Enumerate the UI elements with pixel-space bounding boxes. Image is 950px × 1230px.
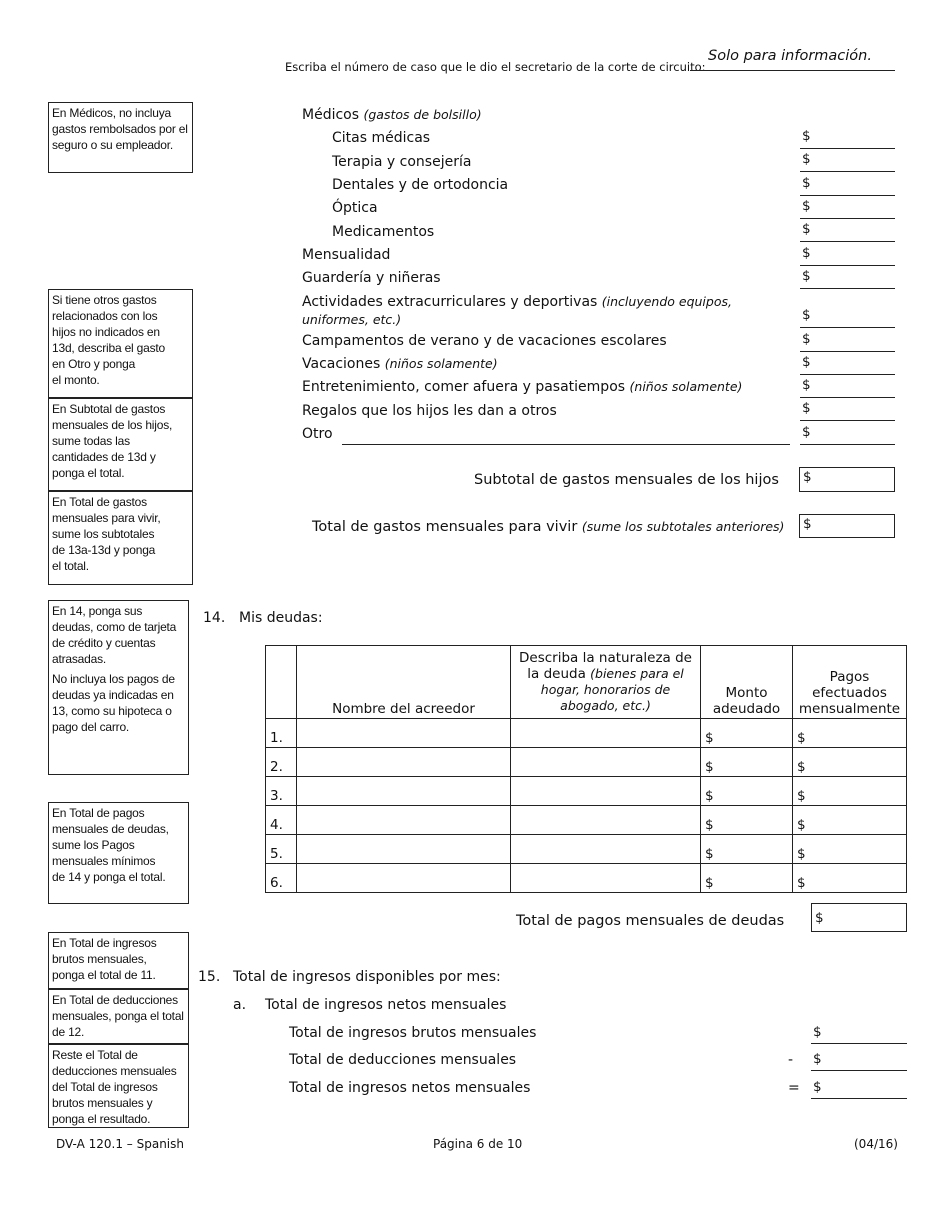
- row-number: 5.: [266, 835, 297, 864]
- payment-cell[interactable]: $: [793, 777, 907, 806]
- amount-field-mensualidad[interactable]: [800, 245, 895, 266]
- currency-sign: $: [813, 1051, 822, 1067]
- payment-cell[interactable]: $: [793, 864, 907, 893]
- expense-label-actividades: [302, 293, 782, 329]
- currency-sign: $: [802, 400, 811, 416]
- income-number: 15.: [198, 969, 221, 985]
- nature-cell[interactable]: [511, 748, 701, 777]
- gross-income-label: Total de ingresos brutos mensuales: [289, 1025, 537, 1041]
- deductions-field[interactable]: [811, 1050, 907, 1071]
- total-living-field[interactable]: [799, 514, 895, 538]
- case-number-value: Solo para información.: [708, 48, 872, 64]
- amount-field-citas[interactable]: [800, 128, 895, 149]
- note-total-living: [48, 491, 193, 585]
- vacaciones-label: Vacaciones: [302, 356, 381, 372]
- footer-page-number: Página 6 de 10: [433, 1137, 523, 1151]
- creditor-cell[interactable]: [297, 777, 511, 806]
- payment-cell[interactable]: $: [793, 748, 907, 777]
- nature-cell[interactable]: [511, 806, 701, 835]
- nature-cell[interactable]: [511, 777, 701, 806]
- subtotal-field[interactable]: [799, 467, 895, 492]
- debts-number: 14.: [203, 610, 226, 626]
- debts-title: Mis deudas:: [239, 610, 323, 626]
- payment-cell[interactable]: $: [793, 719, 907, 748]
- debts-table: [265, 645, 907, 893]
- income-title: Total de ingresos disponibles por mes:: [233, 969, 501, 985]
- note-debts-text-1: En 14, ponga sus deudas, como de tarjeta de crédito y cuentas atrasadas.: [52, 604, 177, 666]
- debts-header-row: [266, 646, 907, 719]
- owed-cell[interactable]: $: [701, 777, 793, 806]
- col-owed: [701, 646, 793, 719]
- income-sub-letter: a.: [233, 997, 247, 1013]
- note-total-living-text: En Total de gastos mensuales para vivir, sume los subtotales de 13a-13d y ponga el total.: [52, 495, 161, 573]
- net-income-label: Total de ingresos netos mensuales: [289, 1080, 531, 1096]
- actividades-note-1: (incluyendo equipos,: [601, 294, 732, 309]
- subtotal-label: Subtotal de gastos mensuales de los hijos: [474, 472, 779, 488]
- amount-field-dentales[interactable]: [800, 175, 895, 196]
- col-creditor: [297, 646, 511, 719]
- currency-sign: $: [802, 377, 811, 393]
- note-subtotal-text: En Subtotal de gastos mensuales de los hijos, sume todas las cantidades de 13d y ponga el total.: [52, 402, 173, 480]
- case-number-prompt: Escriba el número de caso que le dio el secretario de la corte de circuito:: [285, 60, 706, 74]
- table-row: [266, 748, 907, 777]
- table-row: [266, 835, 907, 864]
- note-deductions-text: En Total de deducciones mensuales, ponga el total de 12.: [52, 993, 184, 1039]
- amount-field-guarderia[interactable]: [800, 268, 895, 289]
- note-total-debts: [48, 802, 189, 904]
- creditor-cell[interactable]: [297, 719, 511, 748]
- row-number: 1.: [266, 719, 297, 748]
- note-gross: [48, 932, 189, 989]
- col-payments-label-3: mensualmente: [798, 701, 901, 717]
- currency-sign: $: [802, 424, 811, 440]
- creditor-cell[interactable]: [297, 748, 511, 777]
- note-gross-text: En Total de ingresos brutos mensuales, ponga el total de 11.: [52, 936, 157, 982]
- row-number: 3.: [266, 777, 297, 806]
- currency-sign: $: [813, 1079, 822, 1095]
- currency-sign: $: [802, 175, 811, 191]
- col-payments-label-2: efectuados: [812, 685, 887, 701]
- col-owed-label-1: Monto: [725, 685, 768, 701]
- amount-field-medicamentos[interactable]: [800, 221, 895, 242]
- amount-field-actividades[interactable]: [800, 307, 895, 328]
- entretenimiento-note: (niños solamente): [629, 379, 743, 394]
- table-row: [266, 806, 907, 835]
- note-other-text: Si tiene otros gastos relacionados con los hijos no indicados en 13d, describa el gasto en Otro y ponga el monto.: [52, 293, 166, 387]
- total-living-label: [312, 519, 784, 535]
- note-subtract: [48, 1044, 189, 1128]
- currency-sign: $: [802, 198, 811, 214]
- currency-sign: $: [802, 268, 811, 284]
- currency-sign: $: [803, 469, 812, 485]
- amount-field-regalos[interactable]: [800, 400, 895, 421]
- owed-cell[interactable]: $: [701, 835, 793, 864]
- col-payments-label-1: Pagos: [829, 669, 870, 685]
- table-row: [266, 777, 907, 806]
- note-total-debts-text: En Total de pagos mensuales de deudas, sume los Pagos mensuales mínimos de 14 y ponga el total.: [52, 806, 169, 884]
- currency-sign: $: [802, 151, 811, 167]
- currency-sign: $: [802, 354, 811, 370]
- expense-label-optica: Óptica: [332, 200, 378, 216]
- amount-field-otro[interactable]: [800, 424, 895, 445]
- col-describe-label-1: Describa la naturaleza de: [519, 650, 692, 666]
- expense-label-regalos: Regalos que los hijos les dan a otros: [302, 403, 557, 419]
- deductions-sign: -: [788, 1052, 794, 1068]
- row-number: 6.: [266, 864, 297, 893]
- expense-label-entretenimiento: [302, 379, 742, 395]
- note-deductions: [48, 989, 189, 1044]
- other-description-field[interactable]: [342, 428, 790, 445]
- currency-sign: $: [802, 245, 811, 261]
- deductions-label: Total de deducciones mensuales: [289, 1052, 517, 1068]
- gross-income-field[interactable]: [811, 1023, 907, 1044]
- note-other: [48, 289, 193, 398]
- col-number: [266, 646, 297, 719]
- note-debts-text-2: No incluya los pagos de deudas ya indicadas en 13, como su hipoteca o pago del carro.: [52, 672, 175, 734]
- actividades-note-2: uniformes, etc.): [302, 312, 402, 327]
- col-owed-label-2: adeudado: [712, 701, 781, 717]
- total-debts-field[interactable]: [811, 903, 907, 932]
- creditor-cell[interactable]: [297, 864, 511, 893]
- amount-field-campamentos[interactable]: [800, 331, 895, 352]
- owed-cell[interactable]: $: [701, 864, 793, 893]
- note-subtract-text: Reste el Total de deducciones mensuales del Total de ingresos brutos mensuales y ponga el resultado.: [52, 1048, 177, 1126]
- owed-cell[interactable]: $: [701, 748, 793, 777]
- note-medical-text: En Médicos, no incluya gastos rembolsados por el seguro o su empleador.: [52, 106, 188, 152]
- note-debts: [48, 600, 189, 775]
- amount-field-terapia[interactable]: [800, 151, 895, 172]
- currency-sign: $: [813, 1024, 822, 1040]
- net-income-sign: =: [788, 1080, 800, 1096]
- net-income-field[interactable]: [811, 1078, 907, 1099]
- currency-sign: $: [802, 307, 811, 323]
- col-creditor-label: Nombre del acreedor: [332, 701, 475, 717]
- nature-cell[interactable]: [511, 835, 701, 864]
- medical-note: (gastos de bolsillo): [363, 107, 482, 122]
- total-living-note: (sume los subtotales anteriores): [581, 519, 785, 534]
- table-row: [266, 864, 907, 893]
- payment-cell[interactable]: $: [793, 806, 907, 835]
- expense-label-terapia: Terapia y consejería: [332, 154, 472, 170]
- currency-sign: $: [802, 331, 811, 347]
- total-debts-label: Total de pagos mensuales de deudas: [516, 913, 785, 929]
- footer-form-id: DV-A 120.1 – Spanish: [56, 1137, 184, 1151]
- income-sub-title: Total de ingresos netos mensuales: [265, 997, 507, 1013]
- footer-revision: (04/16): [854, 1137, 898, 1151]
- currency-sign: $: [815, 910, 824, 926]
- currency-sign: $: [802, 221, 811, 237]
- expense-label-otro: Otro: [302, 426, 333, 442]
- currency-sign: $: [802, 128, 811, 144]
- creditor-cell[interactable]: [297, 806, 511, 835]
- amount-field-vacaciones[interactable]: [800, 354, 895, 375]
- col-describe: [511, 646, 701, 719]
- nature-cell[interactable]: [511, 864, 701, 893]
- expense-label-guarderia: Guardería y niñeras: [302, 270, 441, 286]
- note-medical: [48, 102, 193, 173]
- table-row: [266, 719, 907, 748]
- total-living-label-text: Total de gastos mensuales para vivir: [312, 519, 578, 535]
- expense-label-campamentos: Campamentos de verano y de vacaciones escolares: [302, 333, 667, 349]
- payment-cell[interactable]: $: [793, 835, 907, 864]
- expense-label-mensualidad: Mensualidad: [302, 247, 391, 263]
- vacaciones-note: (niños solamente): [384, 356, 498, 371]
- medical-label: Médicos: [302, 107, 360, 123]
- expense-label-medicamentos: Medicamentos: [332, 224, 435, 240]
- owed-cell[interactable]: $: [701, 806, 793, 835]
- col-payments: [793, 646, 907, 719]
- amount-field-optica[interactable]: [800, 198, 895, 219]
- amount-field-entretenimiento[interactable]: [800, 377, 895, 398]
- nature-cell[interactable]: [511, 719, 701, 748]
- col-describe-label-2: la deuda: [527, 666, 586, 682]
- row-number: 4.: [266, 806, 297, 835]
- expense-label-citas: Citas médicas: [332, 130, 431, 146]
- row-number: 2.: [266, 748, 297, 777]
- actividades-label: Actividades extracurriculares y deportivas: [302, 294, 598, 310]
- creditor-cell[interactable]: [297, 835, 511, 864]
- medical-heading: [302, 107, 482, 123]
- case-number-field[interactable]: [690, 46, 895, 71]
- currency-sign: $: [803, 516, 812, 532]
- owed-cell[interactable]: $: [701, 719, 793, 748]
- note-subtotal: [48, 398, 193, 491]
- expense-label-vacaciones: [302, 356, 498, 372]
- entretenimiento-label: Entretenimiento, comer afuera y pasatiempos: [302, 379, 626, 395]
- expense-label-dentales: Dentales y de ortodoncia: [332, 177, 509, 193]
- col-describe-note: (bienes para el hogar, honorarios de abogado, etc.): [540, 666, 684, 713]
